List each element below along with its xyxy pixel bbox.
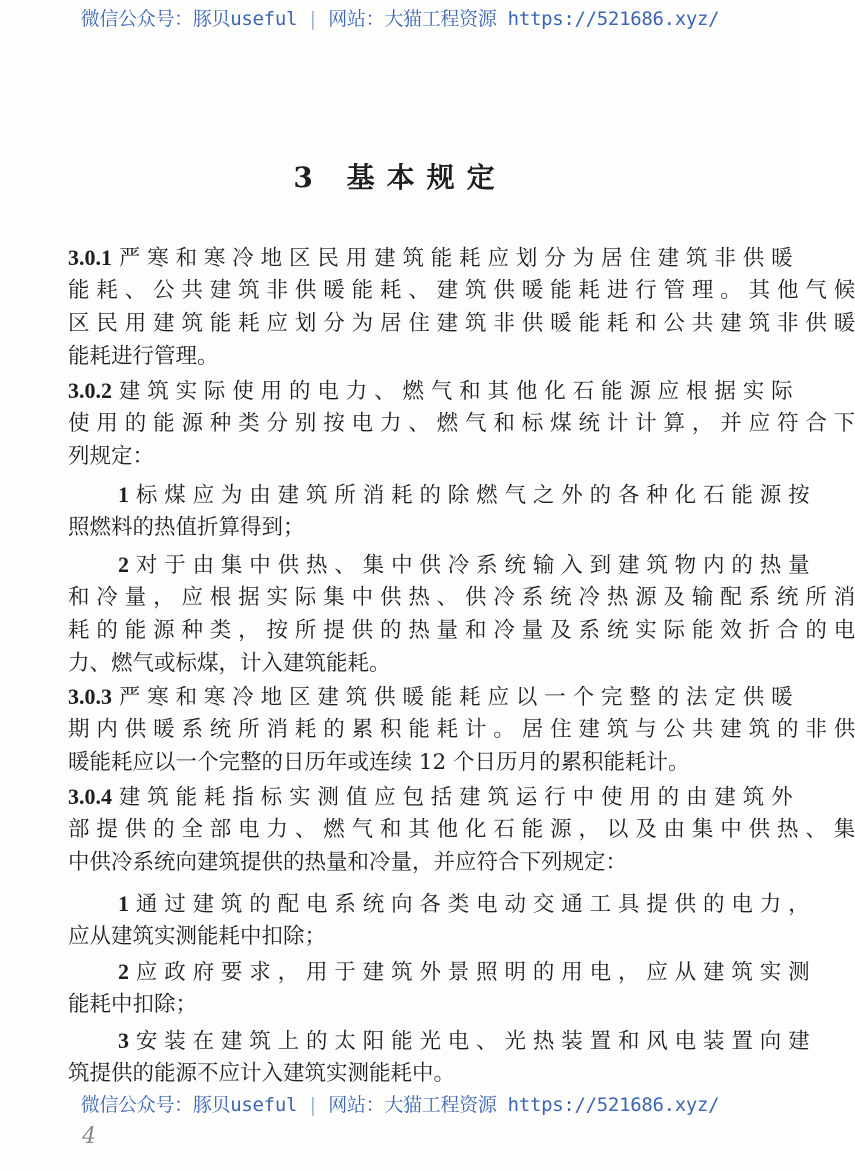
watermark-right: 网站：大猫工程资源 https://521686.xyz/ [328,8,720,30]
watermark-right: 网站：大猫工程资源 https://521686.xyz/ [328,1094,720,1116]
text-line [68,683,793,712]
text-line [118,1027,810,1056]
text-line [68,849,712,877]
text-line [68,277,855,305]
text-line [68,783,793,812]
text-line [68,443,712,471]
line-text: 应从建筑实测能耗中扣除； [68,924,327,949]
line-text: 中供冷系统向建筑提供的热量和冷量，并应符合下列规定： [68,850,628,875]
chapter-title: 3 基本规定 [293,161,507,194]
text-line [68,650,712,678]
text-line [68,716,855,744]
line-text: 严 寒 和 寒 冷 地 区 建 筑 供 暖 能 耗 应 以 一 个 完 整 的 法 定 供 暖 [118,685,793,710]
line-text: 通 过 建 筑 的 配 电 系 统 向 各 类 电 动 交 通 工 具 提 供 的 电 力 ， [135,892,810,917]
text-line [68,749,712,777]
clause-number: 2 [118,552,129,577]
clause-number: 2 [118,959,129,984]
text-line [68,1060,712,1088]
line-text: 照燃料的热值折算得到； [68,515,305,540]
line-text: 期 内 供 暖 系 统 所 消 耗 的 累 积 能 耗 计 。 居 住 建 筑 与 公 共 建 筑 的 非 供 [68,717,855,742]
line-text: 对 于 由 集 中 供 热 、 集 中 供 冷 系 统 输 入 到 建 筑 物 内 的 热 量 [135,553,810,578]
line-text: 标 煤 应 为 由 建 筑 所 消 耗 的 除 燃 气 之 外 的 各 种 化 石 能 源 按 [135,483,810,508]
watermark-bottom [0,1094,800,1116]
line-text: 暖能耗应以一个完整的日历年或连续 12 个日历月的累积能耗计。 [68,750,690,775]
text-line [68,410,855,438]
watermark-separator: | [307,1094,319,1116]
line-text: 列规定： [68,444,155,469]
line-text: 安 装 在 建 筑 上 的 太 阳 能 光 电 、 光 热 装 置 和 风 电 装 置 向 建 [135,1029,810,1054]
page-number: 4 [82,1124,96,1149]
line-text: 耗 的 能 源 种 类 ， 按 所 提 供 的 热 量 和 冷 量 及 系 统 实 际 能 效 折 合 的 电 [68,618,855,643]
line-text: 能 耗 、 公 共 建 筑 非 供 暖 能 耗 、 建 筑 供 暖 能 耗 进 行 管 理 。 其 他 气 候 [68,278,855,303]
text-line [118,890,810,919]
clause-number: 3.0.2 [68,378,112,403]
text-line [68,377,793,406]
line-text: 能耗中扣除； [68,992,198,1017]
line-text: 区 民 用 建 筑 能 耗 应 划 分 为 居 住 建 筑 非 供 暖 能 耗 和 公 共 建 筑 非 供 暖 [68,311,855,336]
text-line [118,551,810,580]
clause-number: 1 [118,891,129,916]
text-line [68,923,712,951]
line-text: 严 寒 和 寒 冷 地 区 民 用 建 筑 能 耗 应 划 分 为 居 住 建 筑 非 供 暖 [118,246,793,271]
text-line [68,343,712,371]
line-text: 应 政 府 要 求 ， 用 于 建 筑 外 景 照 明 的 用 电 ， 应 从 建 筑 实 测 [135,960,810,985]
line-text: 和 冷 量 ， 应 根 据 实 际 集 中 供 热 、 供 冷 系 统 冷 热 源 及 输 配 系 统 所 消 [68,585,855,610]
text-line [68,514,712,542]
text-line [68,617,855,645]
line-text: 能耗进行管理。 [68,344,219,369]
line-text: 力、燃气或标煤，计入建筑能耗。 [68,651,391,676]
line-text: 部 提 供 的 全 部 电 力 、 燃 气 和 其 他 化 石 能 源 ， 以 及 由 集 中 供 热 、 集 [68,817,855,842]
text-line [68,991,712,1019]
clause-number: 3.0.3 [68,684,112,709]
clause-number: 3.0.4 [68,784,112,809]
text-line [68,244,793,273]
line-text: 使 用 的 能 源 种 类 分 别 按 电 力 、 燃 气 和 标 煤 统 计 计 算 ， 并 应 符 合 下 [68,411,855,436]
clause-number: 3 [118,1028,129,1053]
watermark-left: 微信公众号：豚贝useful [80,8,298,30]
watermark-top [0,8,800,30]
clause-number: 3.0.1 [68,245,112,270]
line-text: 筑提供的能源不应计入建筑实测能耗中。 [68,1061,456,1086]
clause-number: 1 [118,482,129,507]
text-line [68,816,855,844]
line-text: 建 筑 能 耗 指 标 实 测 值 应 包 括 建 筑 运 行 中 使 用 的 由 建 筑 外 [118,785,793,810]
text-line [68,310,855,338]
text-line [118,481,810,510]
text-line [118,958,810,987]
line-text: 建 筑 实 际 使 用 的 电 力 、 燃 气 和 其 他 化 石 能 源 应 根 据 实 际 [118,379,793,404]
watermark-separator: | [307,8,319,30]
watermark-left: 微信公众号：豚贝useful [80,1094,298,1116]
text-line [68,584,855,612]
